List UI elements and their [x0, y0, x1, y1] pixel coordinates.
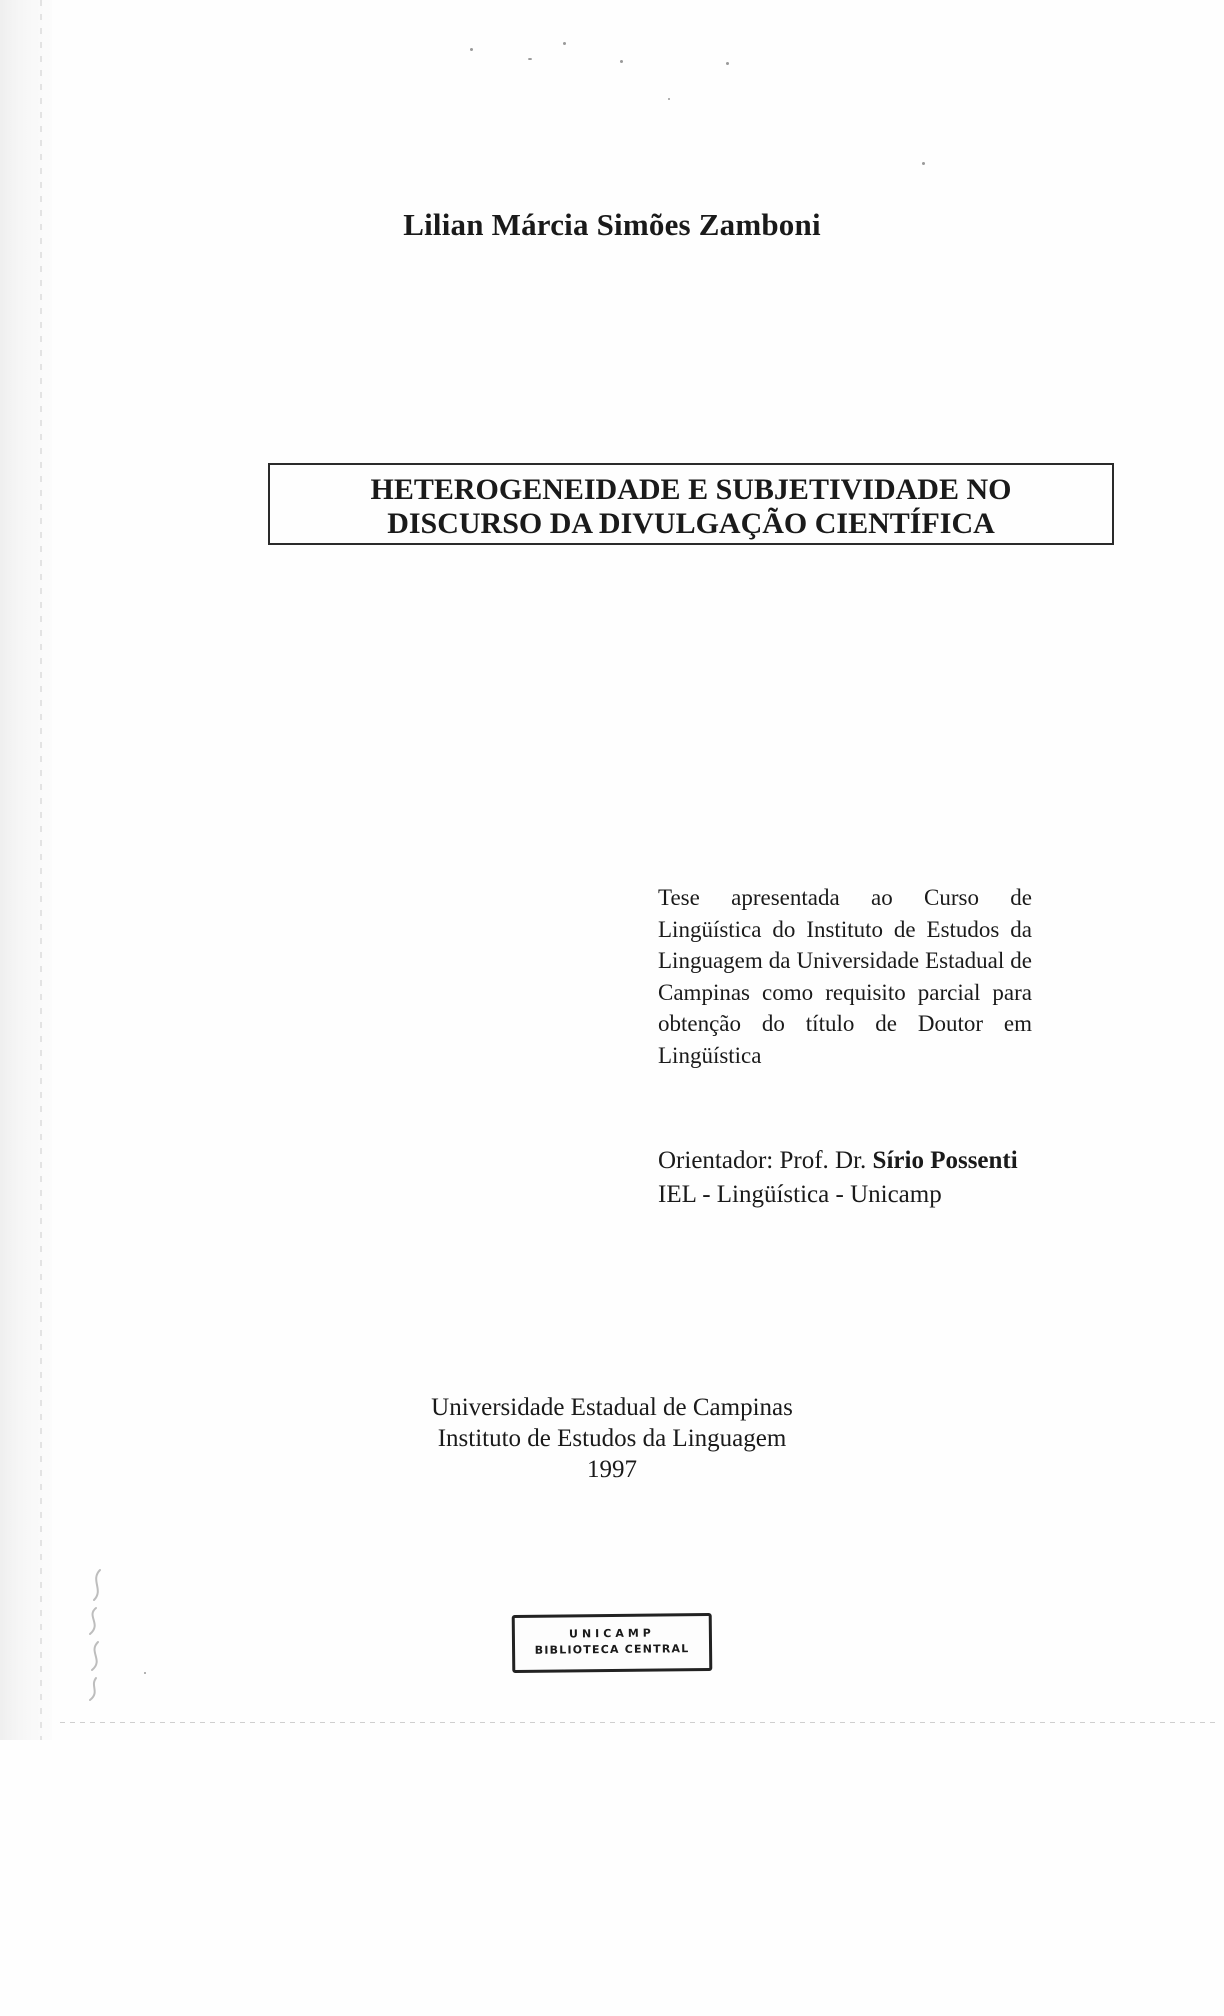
- scan-speck: [922, 162, 925, 165]
- advisor-affiliation: IEL - Lingüística - Unicamp: [658, 1181, 942, 1208]
- thesis-title-box: [268, 463, 1114, 545]
- institute-name: Instituto de Estudos da Linguagem: [437, 1425, 787, 1452]
- university-name: Universidade Estadual de Campinas: [431, 1394, 793, 1421]
- scan-speck: [620, 60, 623, 63]
- scan-bottom-edge: [60, 1722, 1220, 1723]
- handwritten-margin-mark: [60, 1560, 120, 1710]
- advisor-name: Sírio Possenti: [872, 1147, 1018, 1174]
- thesis-description: Tese apresentada ao Curso de Lingüística do Instituto de Estudos da Linguagem da Universidade Estadual de Campinas como requisito parcial para obtenção do título de Doutor em Lingüística: [658, 885, 1032, 1068]
- scan-speck: [668, 98, 670, 100]
- scan-speck: [470, 48, 473, 51]
- thesis-title-line-2: DISCURSO DA DIVULGAÇÃO CIENTÍFICA: [387, 507, 995, 540]
- author-name: Lilian Márcia Simões Zamboni: [403, 207, 821, 242]
- publication-year: 1997: [587, 1456, 637, 1483]
- stamp-line-1: UNICAMP: [568, 1626, 655, 1641]
- advisor-block: [658, 1144, 1098, 1212]
- library-stamp: [512, 1613, 713, 1673]
- stamp-line-2: BIBLIOTECA CENTRAL: [534, 1642, 690, 1657]
- thesis-title-line-1: HETEROGENEIDADE E SUBJETIVIDADE NO: [370, 473, 1012, 506]
- advisor-line: [658, 1144, 1098, 1178]
- scan-speck: [144, 1672, 146, 1674]
- scan-speck: [726, 62, 729, 65]
- scan-speck: [528, 58, 532, 60]
- scan-speck: [563, 42, 566, 45]
- advisor-prefix: Orientador: Prof. Dr.: [658, 1147, 873, 1174]
- institution-block: [0, 1392, 1224, 1485]
